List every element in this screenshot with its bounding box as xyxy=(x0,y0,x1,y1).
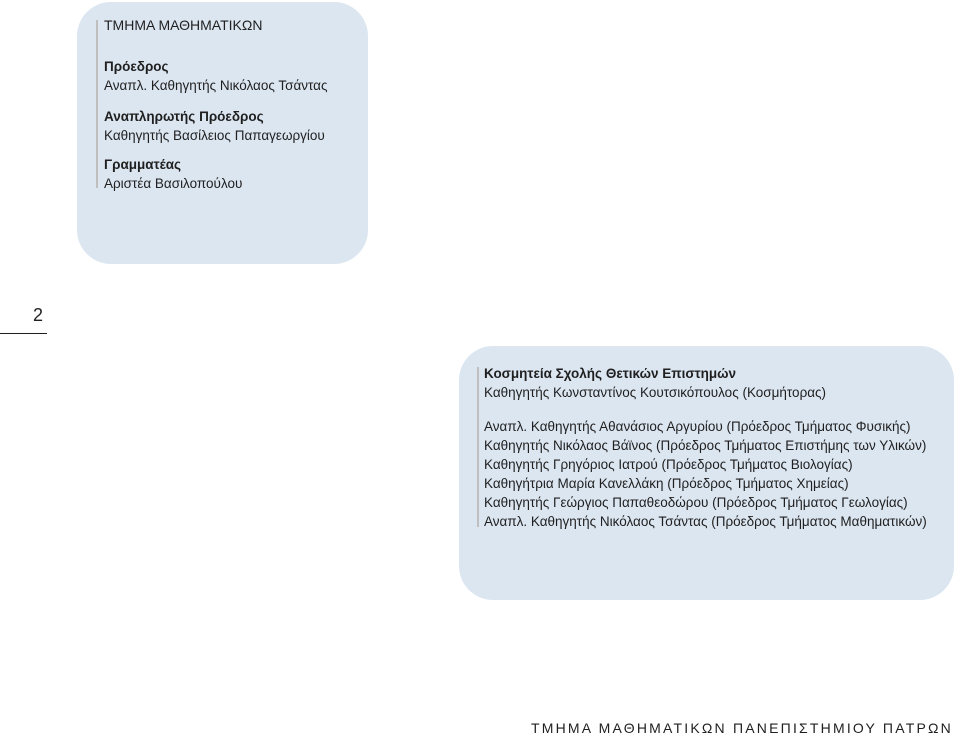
vertical-rule xyxy=(477,367,479,527)
page-number-underline xyxy=(0,333,47,334)
page-number: 2 xyxy=(33,305,44,325)
deanery-title: Κοσμητεία Σχολής Θετικών Επιστημών xyxy=(484,366,737,381)
secretary-section xyxy=(104,155,242,193)
list-item: Αναπλ. Καθηγητής Νικόλαος Τσάντας (Πρόεδρος Τμήματος Μαθηματικών) xyxy=(484,514,927,529)
secretary-role: Γραμματέας xyxy=(104,157,182,172)
vice-president-name: Καθηγητής Βασίλειος Παπαγεωργίου xyxy=(104,128,325,143)
list-item: Καθηγήτρια Μαρία Κανελλάκη (Πρόεδρος Τμήματος Χημείας) xyxy=(484,476,849,491)
list-item: Καθηγητής Γεώργιος Παπαθεοδώρου (Πρόεδρος Τμήματος Γεωλογίας) xyxy=(484,495,908,510)
president-role: Πρόεδρος xyxy=(104,59,169,74)
vice-president-role: Αναπληρωτής Πρόεδρος xyxy=(104,109,264,124)
department-title: ΤΜΗΜΑ ΜΑΘΗΜΑΤΙΚΩΝ xyxy=(104,17,263,33)
president-name: Αναπλ. Καθηγητής Νικόλαος Τσάντας xyxy=(104,78,328,93)
vertical-rule xyxy=(96,20,98,188)
dean-name: Καθηγητής Κωνσταντίνος Κουτσικόπουλος (Κοσμήτορας) xyxy=(484,385,827,400)
vice-president-section xyxy=(104,107,325,145)
deanery-members-list xyxy=(484,417,927,531)
list-item: Καθηγητής Γρηγόριος Ιατρού (Πρόεδρος Τμήματος Βιολογίας) xyxy=(484,457,853,472)
secretary-name: Αριστέα Βασιλοπούλου xyxy=(104,176,243,191)
page-footer: ΤΜΗΜΑ ΜΑΘΗΜΑΤΙΚΩΝ ΠΑΝΕΠΙΣΤΗΜΙΟΥ ΠΑΤΡΩΝ xyxy=(530,720,953,736)
president-section xyxy=(104,57,327,95)
list-item: Αναπλ. Καθηγητής Αθανάσιος Αργυρίου (Πρόεδρος Τμήματος Φυσικής) xyxy=(484,419,911,434)
list-item: Καθηγητής Νικόλαος Βάϊνος (Πρόεδρος Τμήματος Επιστήμης των Υλικών) xyxy=(484,438,927,453)
